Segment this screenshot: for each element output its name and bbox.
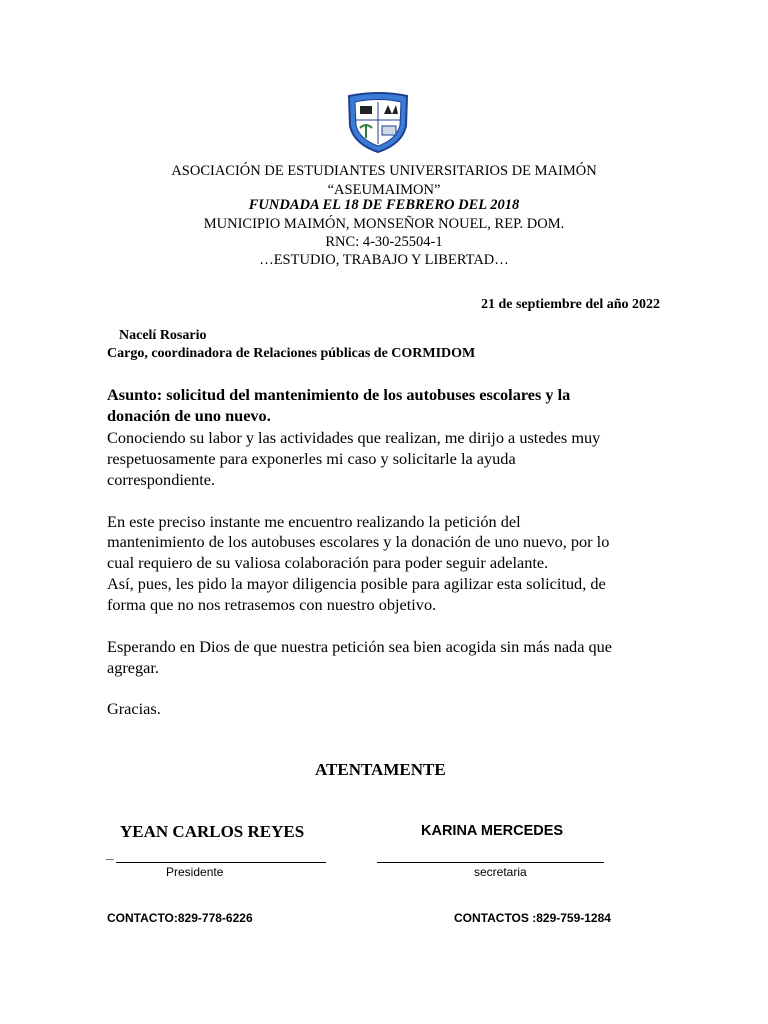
org-acronym: “ASEUMAIMON” — [327, 182, 441, 198]
contact-secretary: CONTACTOS :829-759-1284 — [454, 911, 611, 925]
signature-line-mark: _ — [106, 845, 114, 861]
closing-text: ATENTAMENTE — [315, 760, 446, 779]
association-logo — [346, 92, 410, 154]
recipient-position: Cargo, coordinadora de Relaciones públicas de CORMIDOM — [107, 346, 476, 361]
signatory-name-president: YEAN CARLOS REYES — [120, 822, 305, 841]
org-location: MUNICIPIO MAIMÓN, MONSEÑOR NOUEL, REP. DOM. — [203, 216, 565, 232]
paragraph-2-line-3: cual requiero de su valiosa colaboración para poder seguir adelante. — [107, 553, 549, 572]
paragraph-2-line-4: Así, pues, les pido la mayor diligencia posible para agilizar esta solicitud, de — [107, 574, 606, 593]
thanks-text: Gracias. — [107, 699, 161, 718]
signatory-role-secretary: secretaria — [474, 865, 527, 879]
signature-line-president — [116, 862, 326, 863]
paragraph-3-line-1: Esperando en Dios de que nuestra petición sea bien acogida sin más nada que — [107, 637, 613, 656]
recipient-name: Nacelí Rosario — [119, 328, 207, 343]
letter-date: 21 de septiembre del año 2022 — [480, 297, 660, 312]
paragraph-2-line-5: forma que no nos retrasemos con nuestro objetivo. — [107, 595, 437, 614]
signatory-role-president: Presidente — [166, 865, 224, 879]
paragraph-2-line-1: En este preciso instante me encuentro realizando la petición del — [107, 512, 521, 531]
paragraph-3-line-2: agregar. — [107, 658, 159, 677]
contact-president: CONTACTO:829-778-6226 — [107, 911, 253, 925]
paragraph-1-line-1: Conociendo su labor y las actividades que realizan, me dirijo a ustedes muy — [107, 428, 601, 447]
signature-line-secretary — [377, 862, 604, 863]
org-name: ASOCIACIÓN DE ESTUDIANTES UNIVERSITARIOS DE MAIMÓN — [171, 163, 597, 179]
rnc-number: RNC: 4-30-25504-1 — [325, 234, 443, 250]
motto: …ESTUDIO, TRABAJO Y LIBERTAD… — [259, 252, 509, 268]
paragraph-1-line-3: correspondiente. — [107, 470, 216, 489]
paragraph-2-line-2: mantenimiento de los autobuses escolares y la donación de uno nuevo, por lo — [107, 532, 610, 551]
paragraph-1-line-2: respetuosamente para exponerles mi caso y solicitarle la ayuda — [107, 449, 516, 468]
signatory-name-secretary: KARINA MERCEDES — [421, 823, 564, 839]
subject-line-2: donación de uno nuevo. — [107, 406, 271, 425]
subject-line-1: Asunto: solicitud del mantenimiento de los autobuses escolares y la — [107, 385, 571, 404]
founded-date: FUNDADA EL 18 DE FEBRERO DEL 2018 — [248, 197, 520, 213]
shield-logo-icon — [346, 92, 410, 154]
